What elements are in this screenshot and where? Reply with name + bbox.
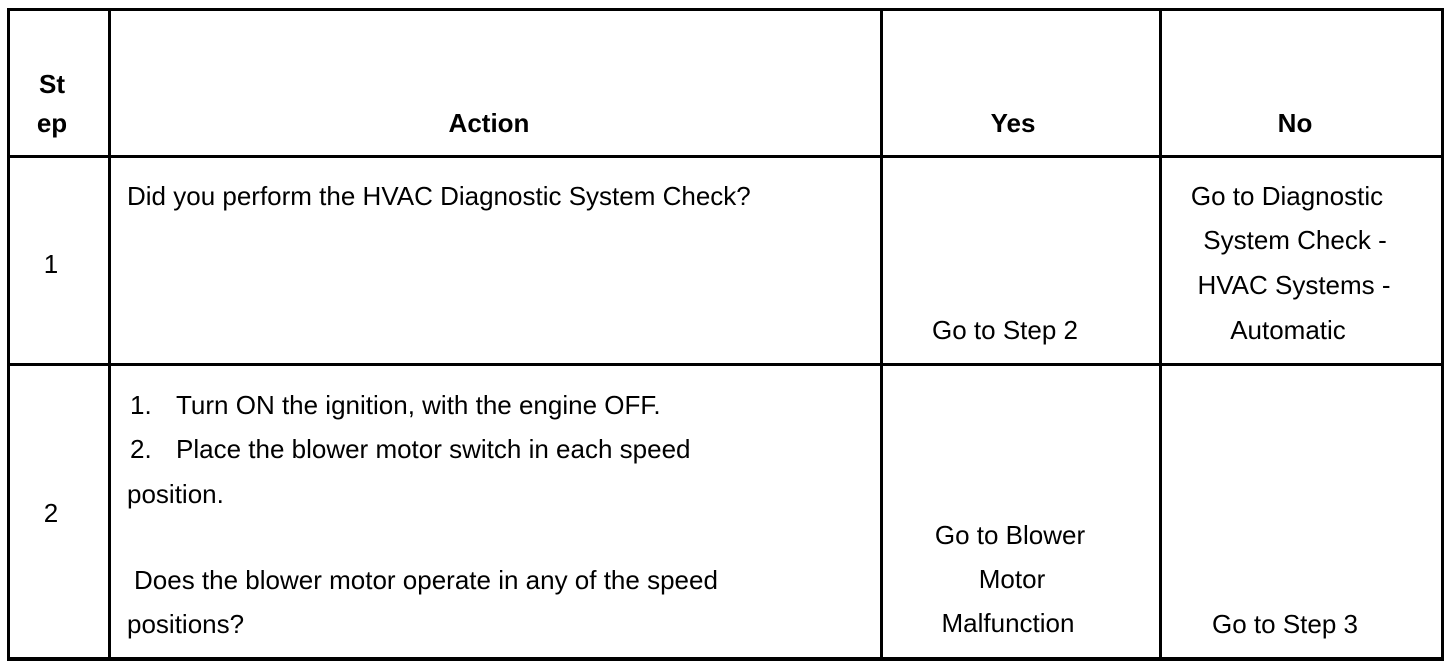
action-item-text-2-continued: position. [127, 479, 224, 509]
step-column-divider [108, 8, 111, 661]
no-result-line4: Automatic [1230, 315, 1346, 345]
header-no: No [1277, 108, 1313, 138]
action-item-number-1: 1. [130, 390, 152, 420]
no-result-line2: System Check - [1203, 225, 1387, 255]
action-item-text-1: Turn ON the ignition, with the engine OFF. [176, 390, 661, 420]
header-step-line1: St [39, 69, 65, 99]
no-result-line3: HVAC Systems - [1197, 270, 1391, 300]
no-result-line1: Go to Diagnostic [1190, 181, 1384, 211]
yes-result-line2: Motor [978, 564, 1046, 594]
header-yes: Yes [990, 108, 1036, 138]
step-number: 2 [43, 498, 59, 528]
yes-result: Go to Step 2 [932, 315, 1078, 345]
row-divider [7, 363, 1444, 366]
step-number: 1 [43, 249, 59, 279]
action-question-line1: Does the blower motor operate in any of the speed [134, 565, 718, 595]
action-column-divider [880, 8, 883, 661]
yes-result-line3: Malfunction [941, 608, 1075, 638]
yes-column-divider [1159, 8, 1162, 661]
action-item-number-2: 2. [130, 434, 152, 464]
yes-result-line1: Go to Blower [934, 520, 1086, 550]
action-question-line2: positions? [127, 609, 245, 639]
no-result: Go to Step 3 [1212, 609, 1358, 639]
table-border-right [1441, 8, 1444, 661]
table-border-left [7, 8, 10, 661]
header-action: Action [448, 108, 530, 138]
action-question: Did you perform the HVAC Diagnostic System Check? [127, 181, 751, 211]
table-border-top [7, 8, 1444, 11]
header-step-line2: ep [36, 108, 68, 138]
header-divider [7, 155, 1444, 158]
table-border-bottom [7, 657, 1444, 661]
action-item-text-2: Place the blower motor switch in each speed [176, 434, 691, 464]
